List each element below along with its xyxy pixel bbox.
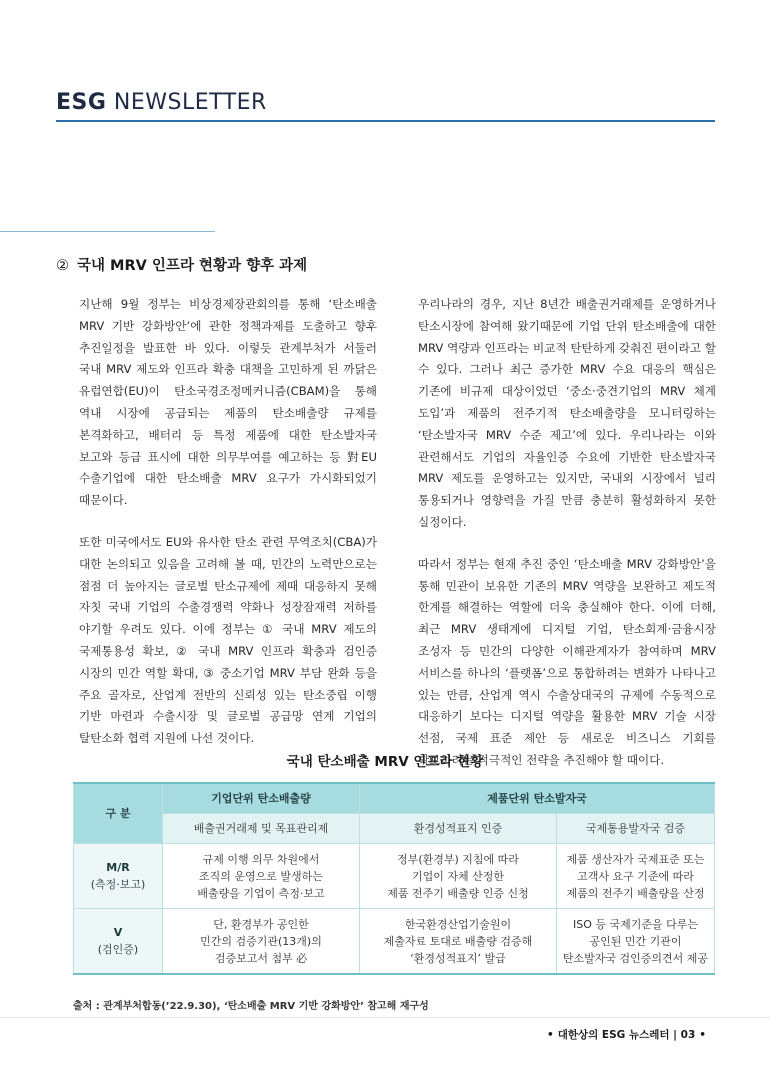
right-column bbox=[418, 294, 716, 792]
row-header-sub: (검인증) bbox=[97, 943, 139, 956]
left-column bbox=[79, 294, 377, 770]
table-subheader: 배출권거래제 및 목표관리제 bbox=[163, 814, 360, 844]
table-header-group-company: 기업단위 탄소배출량 bbox=[163, 783, 360, 814]
row-header bbox=[74, 909, 163, 975]
table-cell bbox=[163, 909, 360, 975]
section-title: 국내 MRV 인프라 현황과 향후 과제 bbox=[77, 258, 308, 274]
paragraph: 따라서 정부는 현재 추진 중인 ‘탄소배출 MRV 강화방안’을 통해 민관이 보유한 기존의 MRV 역량을 보완하고 제도적 한계를 해결하는 역할에 더욱 충실해야 한다. 이에 더해, 최근 MRV 생태계에 디지털 기업, 탄소회계·금융시장 조성자 등 민간의 다양한 이해관계자가 참여하며 MRV 서비스를 하나의 ‘플랫폼’으로 통합하려는 변화가 나타나고 있는 만큼, 산업계 역시 수출상대국의 규제에 수동적으로 대응하기 보다는 디지털 역량을 활용한 MRV 기술 시장 선점, 국제 표준 제안 등 새로운 비즈니스 기회를 확보하려는 적극적인 전략을 추진해야 할 때이다. bbox=[418, 556, 716, 767]
page-footer bbox=[543, 1027, 710, 1042]
table-subheader: 국제통용발자국 검증 bbox=[557, 814, 715, 844]
bullet-icon: • bbox=[699, 1029, 706, 1041]
cell-line: 공인된 민간 기관이 bbox=[589, 934, 682, 948]
bullet-icon: • bbox=[546, 1029, 554, 1041]
paragraph: 또한 미국에서도 EU와 유사한 탄소 관련 무역조치(CBA)가 대한 논의되고 있음을 고려해 볼 때, 민간의 노력만으로는 점점 더 높아지는 글로벌 탄소규제에 제때 대응하지 못해 자칫 국내 기업의 수출경쟁력 약화나 성장잠재력 저하를 야기할 우려도 있다. 이에 정부는 ① 국내 MRV 제도의 국제통용성 확보, ② 국내 MRV 인프라 확충과 검인증 시장의 민간 역할 확대, ③ 중소기업 MRV 부담 완화 등을 주요 골자로, 산업계 전반의 신뢰성 있는 탄소중립 이행 기반 마련과 수출시장 및 글로벌 공급망 연계 기업의 탈탄소화 협력 지원에 나선 것이다. bbox=[79, 534, 377, 746]
row-header-sub: (측정·보고) bbox=[90, 878, 146, 891]
section-number: ② bbox=[56, 258, 69, 274]
cell-line: 정부(환경부) 지침에 따라 bbox=[397, 852, 519, 866]
table-subheader: 환경성적표지 인증 bbox=[360, 814, 557, 844]
cell-line: 조직의 운영으로 발생하는 bbox=[199, 869, 323, 883]
cell-line: ISO 등 국제기준을 다루는 bbox=[572, 917, 698, 931]
section-heading bbox=[56, 254, 307, 275]
mrv-infra-table bbox=[73, 782, 715, 975]
row-header bbox=[74, 844, 163, 909]
footer-divider bbox=[0, 1017, 770, 1018]
table-header-gubun: 구 분 bbox=[74, 783, 163, 844]
table-row bbox=[74, 909, 715, 975]
table-title: 국내 탄소배출 MRV 인프라 현황 bbox=[286, 754, 484, 770]
cell-line: 배출량을 기업이 측정·보고 bbox=[197, 886, 325, 900]
paragraph: 우리나라의 경우, 지난 8년간 배출권거래제를 운영하거나 탄소시장에 참여해 왔기때문에 기업 단위 탄소배출에 대한 MRV 역량과 인프라는 비교적 탄탄하게 갖춰진 편이라고 할 수 있다. 그러나 최근 증가한 MRV 수요 대응의 핵심은 기존에 비규제 대상이었던 ‘중소·중견기업의 MRV 체계 도입’과 제품의 전주기적 탄소배출량을 모니터링하는 ‘탄소발자국 MRV 수준 제고’에 있다. 우리나라는 이와 관련해서도 기업의 자율인증 수요에 기반한 탄소발자국 MRV 제도를 운영하고는 있지만, 국내외 시장에서 널리 통용되거나 영향력을 가질 만큼 충분히 활성화하지 못한 실정이다. bbox=[418, 297, 716, 529]
table-subheader-row bbox=[74, 814, 715, 844]
cell-line: 제품 전주기 배출량 인증 신청 bbox=[387, 886, 529, 900]
cell-line: 민간의 검증기관(13개)의 bbox=[200, 934, 322, 948]
section-divider bbox=[0, 231, 215, 232]
header-divider bbox=[56, 120, 715, 122]
cell-line: 기업이 자체 산정한 bbox=[411, 869, 504, 883]
newsletter-title-rest: NEWSLETTER bbox=[106, 90, 267, 115]
row-header-main: M/R bbox=[106, 861, 130, 874]
table-cell bbox=[557, 844, 715, 909]
newsletter-title bbox=[56, 90, 267, 115]
cell-line: 단, 환경부가 공인한 bbox=[213, 917, 309, 931]
cell-line: 제품 생산자가 국제표준 또는 bbox=[566, 852, 705, 866]
cell-line: 제품의 전주기 배출량을 산정 bbox=[566, 886, 705, 900]
table-cell bbox=[163, 844, 360, 909]
cell-line: ‘환경성적표지’ 발급 bbox=[410, 951, 506, 965]
table-source: 출처 : 관계부처합동(’22.9.30), ‘탄소배출 MRV 기반 강화방안’ 참고해 재구성 bbox=[73, 1001, 429, 1012]
table-row bbox=[74, 844, 715, 909]
cell-line: 고객사 요구 기준에 따라 bbox=[577, 869, 694, 883]
table-cell bbox=[360, 909, 557, 975]
newsletter-title-bold: ESG bbox=[56, 90, 107, 115]
cell-line: 규제 이행 의무 차원에서 bbox=[202, 852, 320, 866]
cell-line: 탄소발자국 검인증의견서 제공 bbox=[562, 951, 709, 965]
footer-text: 대한상의 ESG 뉴스레터 | 03 bbox=[557, 1029, 696, 1041]
table-cell bbox=[360, 844, 557, 909]
cell-line: 한국환경산업기술원이 bbox=[404, 917, 512, 931]
row-header-main: V bbox=[113, 926, 123, 939]
table-header-row bbox=[74, 783, 715, 814]
cell-line: 검증보고서 첨부 必 bbox=[214, 951, 308, 965]
table-cell bbox=[557, 909, 715, 975]
paragraph: 지난해 9월 정부는 비상경제장관회의를 통해 ‘탄소배출 MRV 기반 강화방안’에 관한 정책과제를 도출하고 향후 추진일정을 발표한 바 있다. 이렇듯 관계부처가 서둘러 국내 MRV 제도와 인프라 확충 대책을 고민하게 된 까닭은 유럽연합(EU)이 탄소국경조정메커니즘(CBAM)을 통해 역내 시장에 공급되는 제품의 탄소배출량 규제를 본격화하고, 배터리 등 특정 제품에 대한 탄소발자국 보고와 등급 표시에 대한 의무부여를 예고하는 등 對EU 수출기업에 대한 탄소배출 MRV 요구가 가시화되었기 때문이다. bbox=[79, 297, 377, 508]
table-header-group-product: 제품단위 탄소발자국 bbox=[360, 783, 715, 814]
cell-line: 제출자료 토대로 배출량 검증해 bbox=[383, 934, 533, 948]
